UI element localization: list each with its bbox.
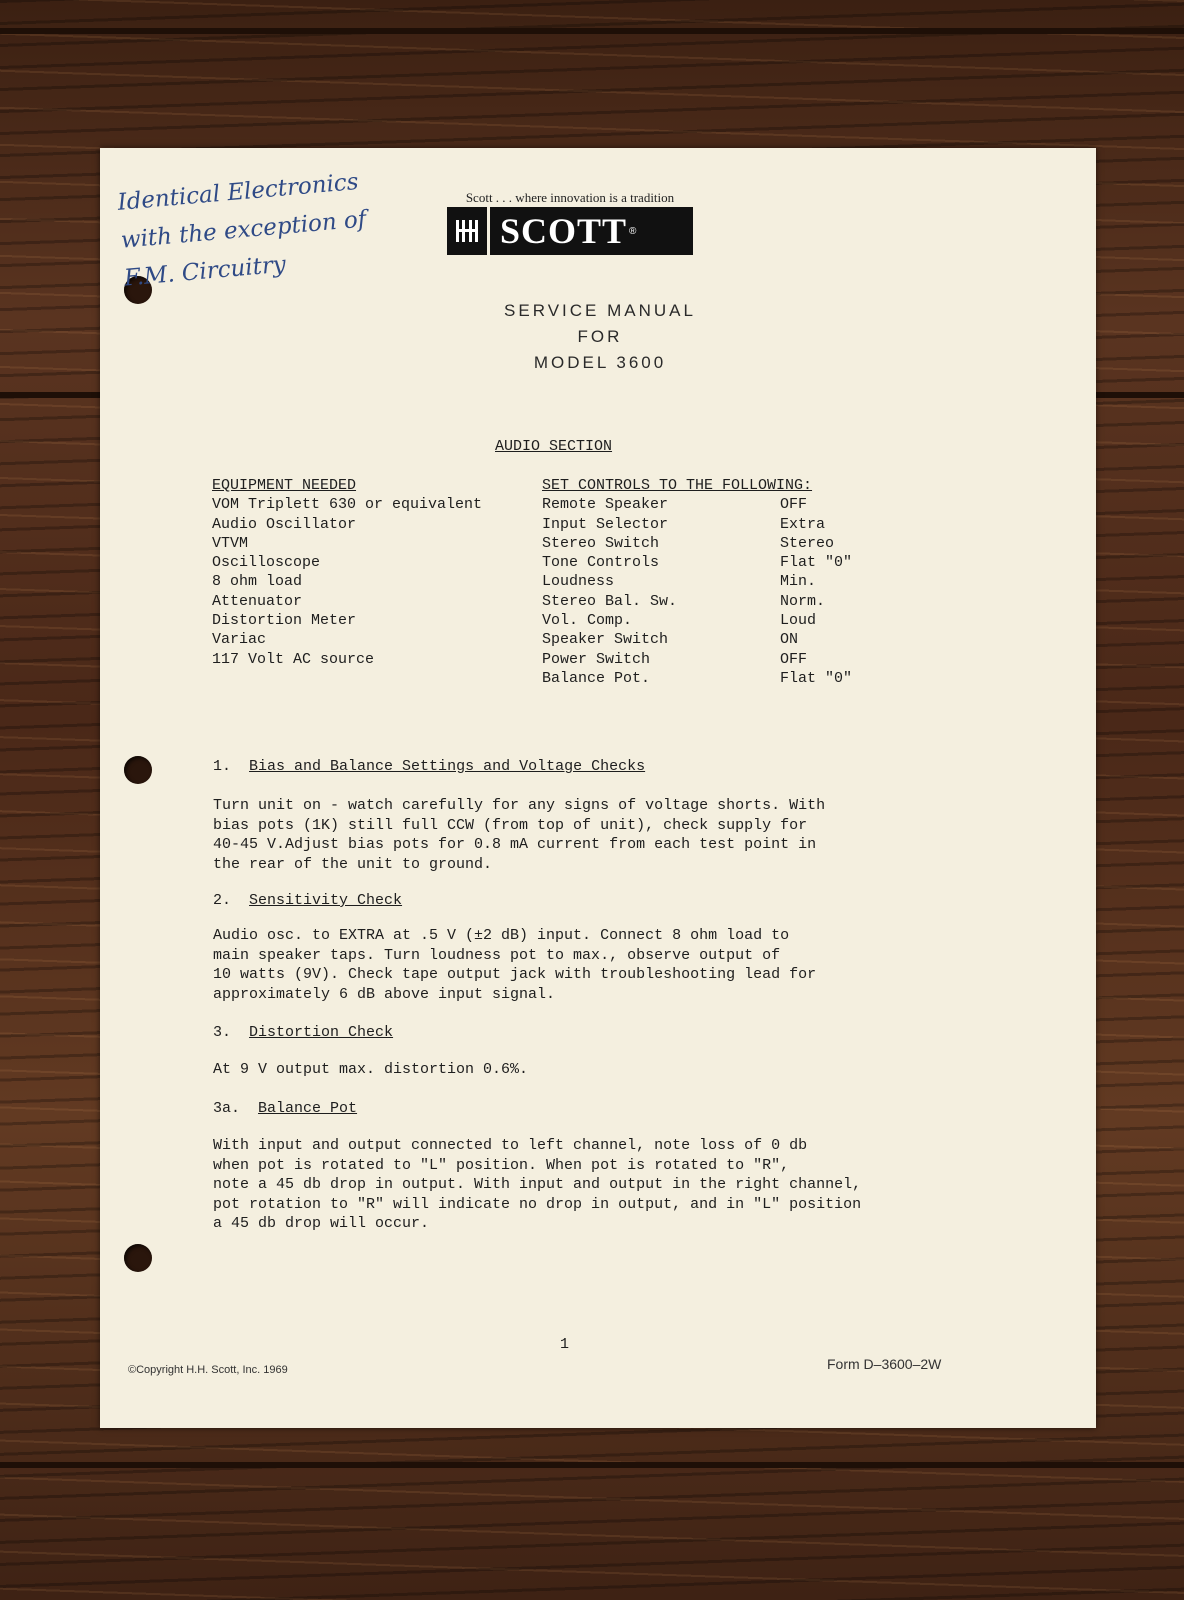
control-setting: Stereo — [780, 534, 835, 552]
section-number: 3. — [213, 1024, 232, 1041]
body-line: the rear of the unit to ground. — [213, 855, 493, 873]
brand-tagline: Scott . . . where innovation is a tradition — [465, 190, 675, 205]
section-heading-title: Distortion Check — [249, 1024, 394, 1041]
handwritten-line: F.M. Circuitry — [123, 251, 287, 292]
equipment-item: Distortion Meter — [212, 612, 357, 630]
equipment-list — [212, 476, 532, 669]
section-heading — [213, 1024, 393, 1041]
section-heading — [213, 1100, 357, 1117]
section-body — [213, 1060, 913, 1080]
section-heading — [213, 892, 402, 909]
wood-seam — [0, 1462, 1184, 1468]
section-body — [213, 1136, 933, 1234]
control-row — [542, 495, 882, 514]
scott-logo — [447, 207, 693, 255]
control-name: Stereo Bal. Sw. — [542, 592, 678, 610]
body-line: Audio osc. to EXTRA at .5 V (±2 dB) input. Connect 8 ohm load to — [213, 927, 790, 944]
equipment-heading: EQUIPMENT NEEDED — [212, 477, 357, 494]
section-number: 2. — [213, 892, 232, 909]
controls-list — [542, 476, 882, 688]
section-heading-title: Sensitivity Check — [249, 892, 403, 909]
body-line: approximately 6 dB above input signal. — [213, 985, 556, 1003]
control-name: Power Switch — [542, 650, 651, 668]
punch-hole — [124, 1244, 152, 1272]
body-line: At 9 V output max. distortion 0.6%. — [213, 1061, 529, 1078]
equipment-item: Oscilloscope — [212, 554, 321, 572]
control-row — [542, 592, 882, 611]
section-body — [213, 796, 913, 874]
equipment-item: Variac — [212, 631, 267, 649]
body-line: With input and output connected to left channel, note loss of 0 db — [213, 1137, 808, 1154]
document-title — [400, 298, 800, 376]
body-line: note a 45 db drop in output. With input and output in the right channel, — [213, 1176, 862, 1193]
equipment-item: 117 Volt AC source — [212, 650, 375, 668]
registered-mark-icon: ® — [629, 225, 637, 237]
equipment-item: Attenuator — [212, 592, 303, 610]
control-setting: Loud — [780, 612, 817, 630]
control-setting: ON — [780, 631, 799, 649]
handwritten-line: Identical Electronics — [116, 168, 360, 216]
punch-hole — [124, 756, 152, 784]
equipment-item: VOM Triplett 630 or equivalent — [212, 496, 483, 514]
section-body — [213, 926, 913, 1004]
section-number: 1. — [213, 758, 232, 775]
body-line: a 45 db drop will occur. — [213, 1215, 430, 1232]
page-number: 1 — [560, 1336, 570, 1353]
body-line: 40-45 V.Adjust bias pots for 0.8 mA current from each test point in — [213, 836, 817, 853]
control-setting: Extra — [780, 515, 826, 533]
section-heading — [213, 758, 645, 775]
body-line: bias pots (1K) still full CCW (from top of unit), check supply for — [213, 816, 808, 834]
title-line: MODEL 3600 — [533, 353, 667, 372]
section-heading-title: Bias and Balance Settings and Voltage Checks — [249, 758, 646, 775]
control-name: Stereo Switch — [542, 534, 660, 552]
control-row — [542, 650, 882, 669]
title-line: SERVICE MANUAL — [504, 301, 696, 320]
body-line: pot rotation to "R" will indicate no drop in output, and in "L" position — [213, 1195, 862, 1213]
control-row — [542, 611, 882, 630]
body-line: 10 watts (9V). Check tape output jack with troubleshooting lead for — [213, 966, 817, 983]
control-setting: Norm. — [780, 592, 826, 610]
control-name: Loudness — [542, 573, 615, 591]
control-name: Vol. Comp. — [542, 612, 633, 630]
controls-heading: SET CONTROLS TO THE FOLLOWING: — [542, 477, 813, 494]
brand-name: SCOTT — [500, 211, 628, 251]
section-heading-title: Balance Pot — [258, 1100, 358, 1117]
control-name: Remote Speaker — [542, 496, 669, 514]
copyright-notice: ©Copyright H.H. Scott, Inc. 1969 — [128, 1364, 288, 1376]
equipment-item: 8 ohm load — [212, 573, 303, 591]
control-name: Speaker Switch — [542, 631, 669, 649]
scott-emblem-icon — [447, 207, 490, 255]
body-line: Turn unit on - watch carefully for any signs of voltage shorts. With — [213, 797, 826, 814]
control-setting: OFF — [780, 496, 808, 514]
section-number: 3a. — [213, 1100, 241, 1117]
control-name: Tone Controls — [542, 554, 660, 572]
control-row — [542, 669, 882, 688]
handwritten-note — [116, 158, 425, 298]
control-row — [542, 553, 882, 572]
control-row — [542, 534, 882, 553]
manual-page — [100, 148, 1096, 1428]
section-title: AUDIO SECTION — [495, 438, 613, 455]
control-row — [542, 515, 882, 534]
wood-seam — [0, 28, 1184, 34]
handwritten-line: with the exception of — [119, 206, 368, 254]
equipment-item: VTVM — [212, 534, 249, 552]
control-name: Balance Pot. — [542, 669, 651, 687]
control-setting: Min. — [780, 573, 817, 591]
control-row — [542, 630, 882, 649]
control-setting: Flat "0" — [780, 554, 853, 572]
control-name: Input Selector — [542, 515, 669, 533]
control-row — [542, 572, 882, 591]
control-setting: OFF — [780, 650, 808, 668]
title-line: FOR — [577, 327, 623, 346]
form-number: Form D–3600–2W — [827, 1356, 942, 1372]
control-setting: Flat "0" — [780, 669, 853, 687]
body-line: when pot is rotated to "L" position. When pot is rotated to "R", — [213, 1156, 790, 1174]
body-line: main speaker taps. Turn loudness pot to max., observe output of — [213, 946, 781, 964]
equipment-item: Audio Oscillator — [212, 515, 357, 533]
